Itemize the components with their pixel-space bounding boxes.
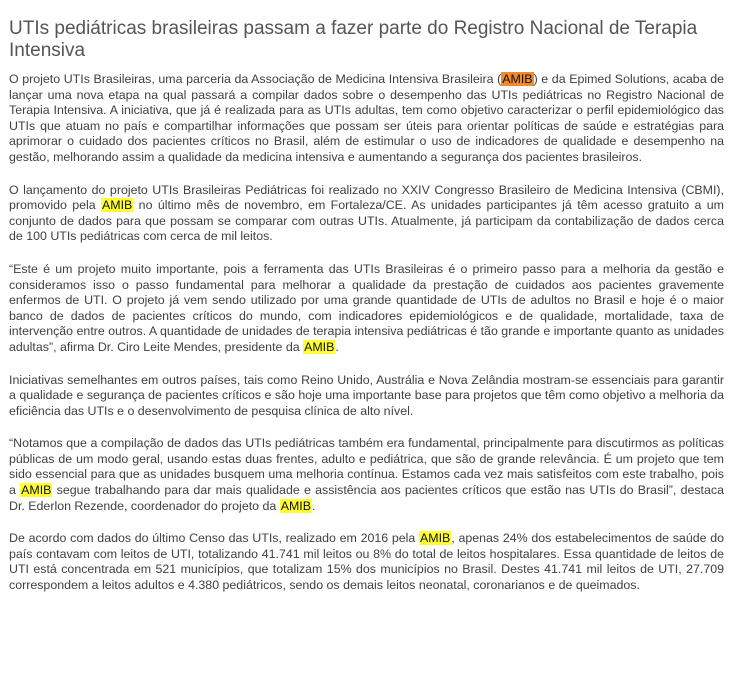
paragraph-launch <box>9 183 724 245</box>
paragraph-text: . <box>335 339 339 354</box>
amib-highlight: AMIB <box>102 198 133 213</box>
amib-highlight: AMIB <box>502 72 533 86</box>
paragraph-quote-president <box>9 262 724 356</box>
amib-highlight: AMIB <box>420 531 451 546</box>
paragraph-text: “Este é um projeto muito importante, pois a ferramenta das UTIs Brasileiras é o primeiro passo para a melhoria da gestão e consideramos isso o passo fundamental para melhorar a qualidade da prestação de cuidados aos pacientes gravemente enfermos de UTI. O projeto já vem sendo utilizado por uma grande quantidade de UTIs de adultos no Brasil e hoje é o maior banco de dados de pacientes críticos do mundo, com indicadores epidemiológicos e de qualidade, mortalidade, taxa de intervenção entre outros. A quantidade de unidades de terapia intensiva pediátricas é tão grande e importante quanto as unidades adultas”, afirma Dr. Ciro Leite Mendes, presidente da <box>9 261 724 354</box>
paragraph-text: , apenas 24% dos estabelecimentos de saúde do país contavam com leitos de UTI, totalizando 41.741 mil leitos ou 8% do total de leitos hospitalares. Essa quantidade de leitos de UTI está concentrada em 521 municípios, que totalizam 15% dos municípios no Brasil. Destes 41.741 mil leitos de UTI, 27.709 correspondem a leitos adultos e 4.380 pediátricos, sendo os demais leitos neonatal, coronarianos e de queimados. <box>9 531 724 593</box>
paragraph-text: “Notamos que a compilação de dados das UTIs pediátricas também era fundamental, principalmente para discutirmos as políticas públicas de um modo geral, usando estas duas frentes, adulto e pediátrica, que são de grande relevância. É um projeto que tem sido essencial para que as unidades busquem uma melhoria contínua. Estamos cada vez mais satisfeitos com este trabalho, pois a <box>9 436 724 498</box>
article-title: UTIs pediátricas brasileiras passam a fazer parte do Registro Nacional de Terapia Intensiva <box>9 18 698 61</box>
paragraph-text: O lançamento do projeto UTIs Brasileiras Pediátricas foi realizado no XXIV Congresso Brasileiro de Medicina Intensiva (CBMI), promovido pela <box>9 182 724 213</box>
paragraph-text: ) e da Epimed Solutions, acaba de lançar uma nova etapa na qual passará a compilar dados sobre o desempenho das UTIs pediátricas no Registro Nacional de Terapia Intensiva. A iniciativa, que já é realizada para as UTIs adultas, tem como objetivo caracterizar o perfil epidemiológico das UTIs que atuam no país e compartilhar informações que possam ser úteis para orientar políticas de saúde e estratégias para aprimorar o cuidado dos pacientes críticos no Brasil, além de estimular o uso de indicadores de qualidade e desempenho na gestão, melhorando assim a qualidade da medicina intensiva e aumentando a segurança dos pacientes brasileiros. <box>9 72 724 164</box>
paragraph-text: no último mês de novembro, em Fortaleza/CE. As unidades participantes já têm acesso gratuito a um conjunto de dados para que possam se comparar com outras UTIs. Atualmente, já participam da contabilização de dados cerca de 100 UTIs pediátricas com cerca de mil leitos. <box>9 198 724 244</box>
paragraph-text: De acordo com dados do último Censo das UTIs, realizado em 2016 pela <box>9 531 420 546</box>
paragraph-text: segue trabalhando para dar mais qualidade e assistência aos pacientes críticos que estão nas UTIs do Brasil”, destaca Dr. Ederlon Rezende, coordenador do projeto da <box>9 483 724 513</box>
amib-highlight: AMIB <box>280 498 312 513</box>
amib-highlight: AMIB <box>304 339 335 354</box>
paragraph-intro <box>9 72 724 166</box>
paragraph-quote-coordinator <box>9 436 724 514</box>
paragraph-census <box>9 531 724 593</box>
article <box>9 18 724 611</box>
paragraph-international: Iniciativas semelhantes em outros países, tais como Reino Unido, Austrália e Nova Zelândia mostram-se essenciais para garantir a qualidade e segurança de pacientes críticos e são hoje uma importante base para projetos que têm como objetivo a melhoria da eficiência das UTIs e o desenvolvimento de pesquisa clínica de alto nível. <box>9 372 724 418</box>
paragraph-text: . <box>312 498 316 513</box>
amib-highlight: AMIB <box>21 483 52 498</box>
paragraph-text: O projeto UTIs Brasileiras, uma parceria da Associação de Medicina Intensiva Brasileira ( <box>9 72 502 86</box>
